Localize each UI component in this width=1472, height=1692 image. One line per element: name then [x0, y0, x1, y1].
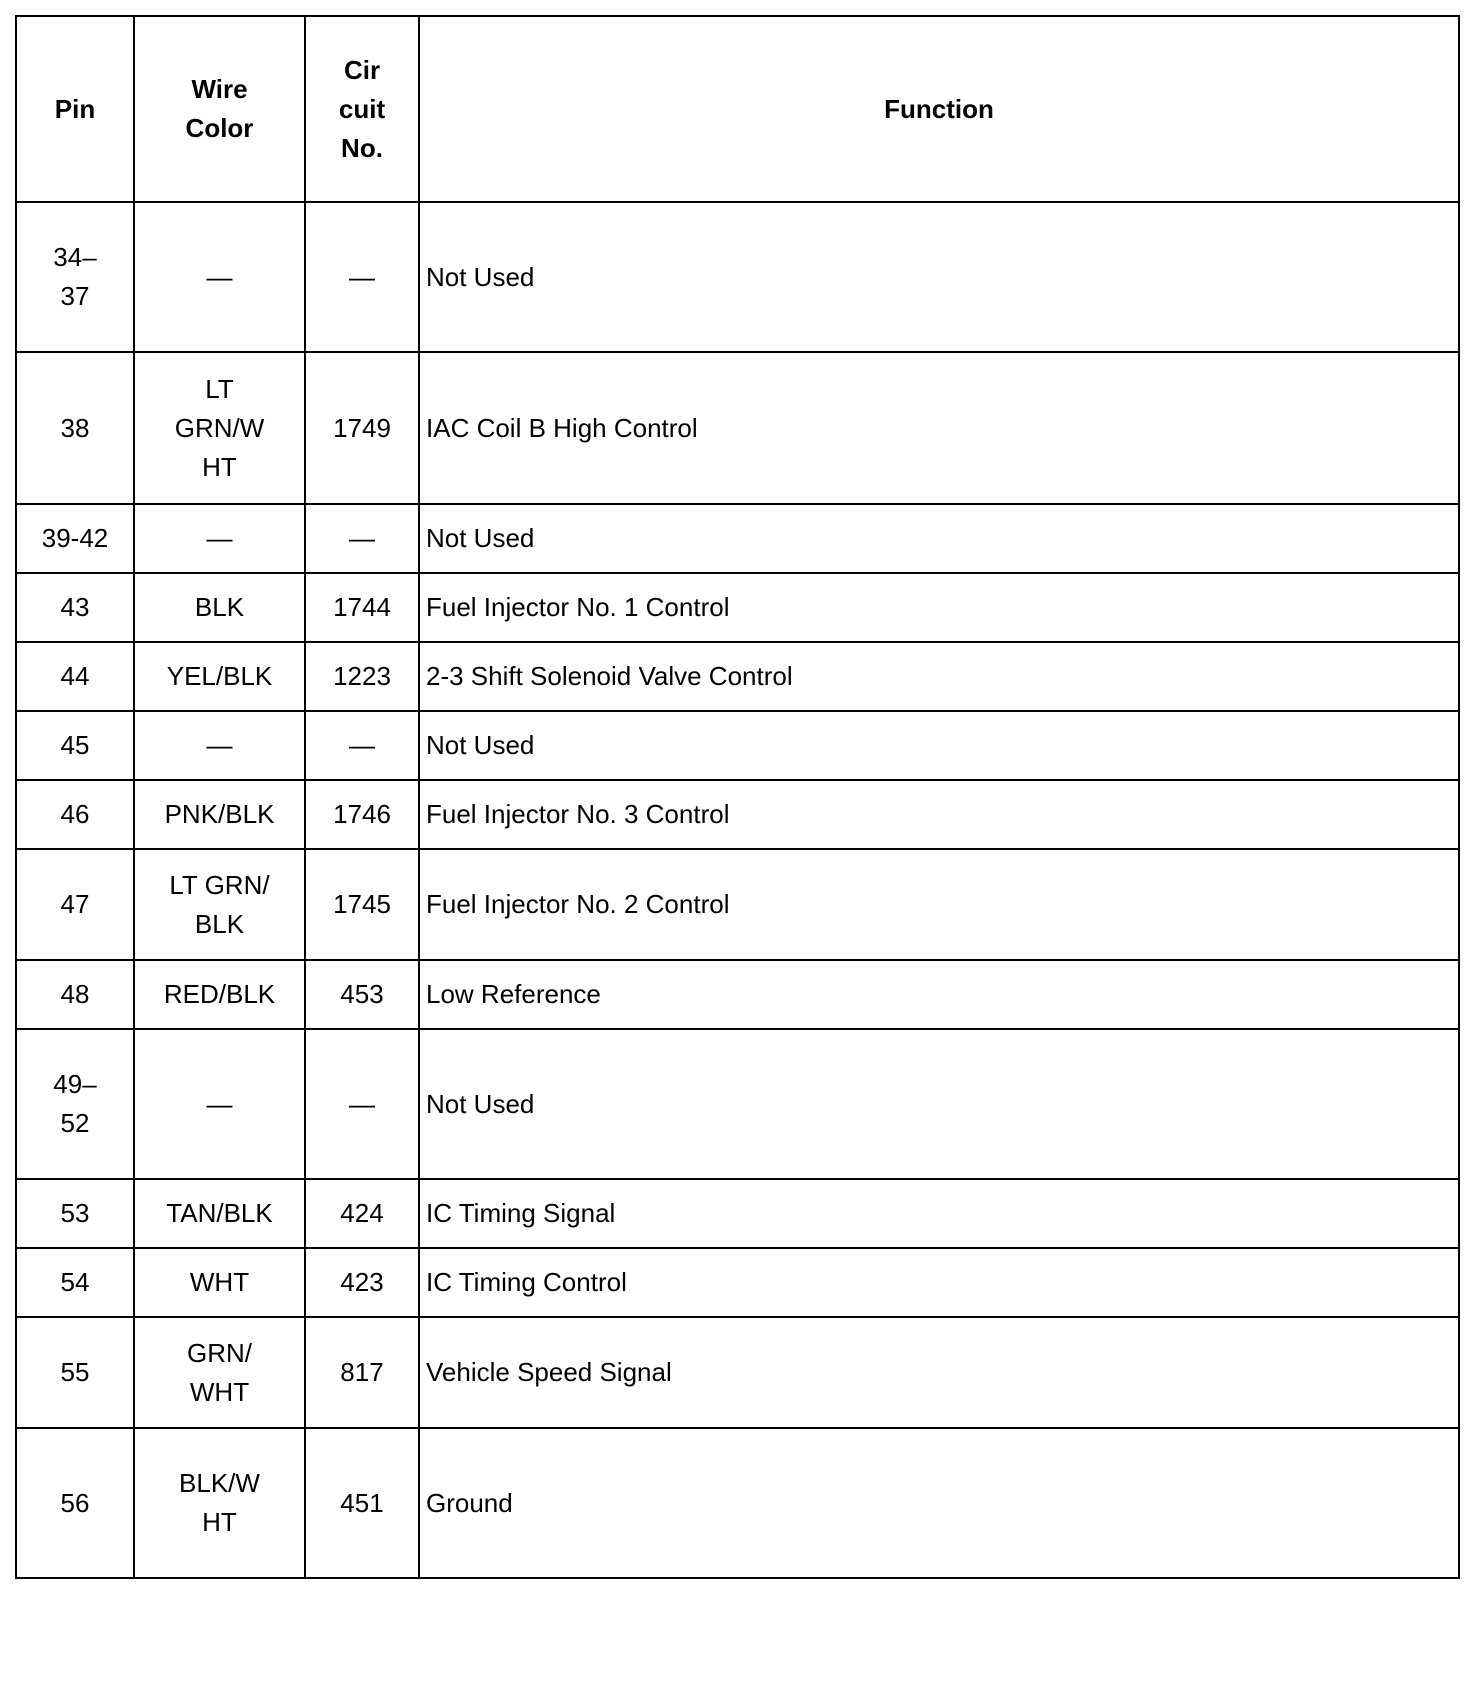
pin-cell-line: 56 — [60, 1487, 90, 1518]
circuit-cell: 1746 — [305, 780, 419, 849]
table-row — [16, 711, 1459, 780]
table-row — [16, 202, 1459, 352]
circuit-cell: — — [305, 1029, 419, 1179]
circuit-cell: 423 — [305, 1248, 419, 1317]
function-cell: IC Timing Signal — [419, 1179, 1459, 1248]
table-row — [16, 960, 1459, 1029]
wire-color-cell — [134, 352, 305, 504]
wire-color-cell-line: — — [206, 261, 233, 292]
wire-color-cell-line: LT — [205, 373, 234, 404]
wire-color-cell — [134, 1179, 305, 1248]
function-cell: Not Used — [419, 1029, 1459, 1179]
wire-color-cell-line: WHT — [189, 1376, 250, 1407]
header-function: Function — [419, 16, 1459, 202]
pin-cell-line: 55 — [60, 1357, 90, 1387]
pin-cell-line: 38 — [60, 412, 90, 443]
function-cell: Fuel Injector No. 1 Control — [419, 573, 1459, 642]
pin-cell — [16, 1029, 134, 1179]
circuit-cell: 1745 — [305, 849, 419, 960]
pin-cell-line: 43 — [60, 592, 90, 622]
function-cell: Fuel Injector No. 2 Control — [419, 849, 1459, 960]
pin-cell-line: 47 — [60, 889, 90, 919]
wire-color-cell — [134, 1248, 305, 1317]
pin-cell — [16, 1428, 134, 1578]
pin-cell-line: 39-42 — [41, 523, 109, 553]
function-cell: Vehicle Speed Signal — [419, 1317, 1459, 1428]
circuit-cell: 817 — [305, 1317, 419, 1428]
function-cell: 2-3 Shift Solenoid Valve Control — [419, 642, 1459, 711]
pin-cell — [16, 1179, 134, 1248]
function-cell: Low Reference — [419, 960, 1459, 1029]
pin-cell-line: 34– — [53, 242, 97, 272]
wire-color-cell — [134, 849, 305, 960]
pin-cell — [16, 352, 134, 504]
wire-color-cell-line: RED/BLK — [163, 979, 276, 1009]
circuit-cell: 453 — [305, 960, 419, 1029]
connector-pin-table — [15, 15, 1460, 1579]
function-cell: Fuel Injector No. 3 Control — [419, 780, 1459, 849]
pin-cell-line: 49– — [53, 1069, 97, 1099]
pin-cell — [16, 849, 134, 960]
circuit-cell: 1744 — [305, 573, 419, 642]
pin-cell — [16, 1248, 134, 1317]
wire-color-cell-line: WHT — [189, 1267, 250, 1297]
wire-color-cell — [134, 504, 305, 573]
wire-color-cell — [134, 960, 305, 1029]
function-cell: IAC Coil B High Control — [419, 352, 1459, 504]
circuit-cell: 451 — [305, 1428, 419, 1578]
circuit-cell: — — [305, 202, 419, 352]
header-circuit-no — [305, 16, 419, 202]
header-wire-color-line: Wire — [191, 74, 248, 104]
pin-cell — [16, 960, 134, 1029]
table-row — [16, 1428, 1459, 1578]
wire-color-cell-line: YEL/BLK — [166, 661, 273, 691]
wire-color-cell-line: HT — [202, 451, 237, 482]
wire-color-cell-line: GRN/W — [174, 412, 265, 443]
header-wire-color — [134, 16, 305, 202]
wire-color-cell-line: BLK — [194, 592, 245, 622]
wire-color-cell-line: — — [206, 523, 233, 553]
function-cell: Not Used — [419, 711, 1459, 780]
table-row — [16, 504, 1459, 573]
circuit-cell: — — [305, 711, 419, 780]
table-row — [16, 1179, 1459, 1248]
wire-color-cell-line: PNK/BLK — [164, 799, 275, 829]
table-row — [16, 849, 1459, 960]
pin-cell — [16, 504, 134, 573]
pin-cell-line: 54 — [60, 1267, 90, 1297]
function-cell: IC Timing Control — [419, 1248, 1459, 1317]
table-row — [16, 642, 1459, 711]
table-row — [16, 1317, 1459, 1428]
pin-cell-line: 53 — [60, 1198, 90, 1228]
table-row — [16, 780, 1459, 849]
wire-color-cell-line: — — [206, 1088, 233, 1119]
wire-color-cell — [134, 1317, 305, 1428]
pin-cell — [16, 202, 134, 352]
pin-cell — [16, 711, 134, 780]
header-pin: Pin — [16, 16, 134, 202]
header-circuit-no-line: Cir — [343, 54, 381, 85]
pin-cell-line: 46 — [60, 799, 90, 829]
header-wire-color-line: Color — [185, 113, 254, 143]
wire-color-cell-line: GRN/ — [187, 1337, 252, 1368]
circuit-cell: 1749 — [305, 352, 419, 504]
wire-color-cell — [134, 711, 305, 780]
wire-color-cell-line: — — [206, 730, 233, 760]
pin-cell-line: 52 — [60, 1108, 90, 1138]
pin-cell-line: 45 — [60, 730, 90, 760]
circuit-cell: 424 — [305, 1179, 419, 1248]
wire-color-cell-line: TAN/BLK — [166, 1198, 273, 1228]
wire-color-cell-line: BLK — [194, 908, 245, 939]
table-row — [16, 1248, 1459, 1317]
wire-color-cell-line: HT — [202, 1507, 237, 1537]
function-cell: Ground — [419, 1428, 1459, 1578]
function-cell: Not Used — [419, 202, 1459, 352]
circuit-cell: 1223 — [305, 642, 419, 711]
pin-cell — [16, 573, 134, 642]
wire-color-cell — [134, 573, 305, 642]
table-row — [16, 352, 1459, 504]
header-row — [16, 16, 1459, 202]
wire-color-cell — [134, 1428, 305, 1578]
pin-cell — [16, 780, 134, 849]
wire-color-cell — [134, 1029, 305, 1179]
circuit-cell: — — [305, 504, 419, 573]
wire-color-cell-line: BLK/W — [179, 1468, 260, 1498]
wire-color-cell-line: LT GRN/ — [169, 869, 270, 900]
pin-cell-line: 37 — [60, 281, 90, 311]
table-body — [16, 202, 1459, 1578]
header-circuit-no-line: cuit — [338, 93, 386, 124]
table-row — [16, 573, 1459, 642]
table-row — [16, 1029, 1459, 1179]
pin-cell — [16, 642, 134, 711]
wire-color-cell — [134, 202, 305, 352]
wire-color-cell — [134, 642, 305, 711]
pin-cell — [16, 1317, 134, 1428]
pin-cell-line: 48 — [60, 979, 90, 1009]
header-circuit-no-line: No. — [341, 132, 383, 163]
pin-cell-line: 44 — [60, 661, 90, 691]
function-cell: Not Used — [419, 504, 1459, 573]
wire-color-cell — [134, 780, 305, 849]
